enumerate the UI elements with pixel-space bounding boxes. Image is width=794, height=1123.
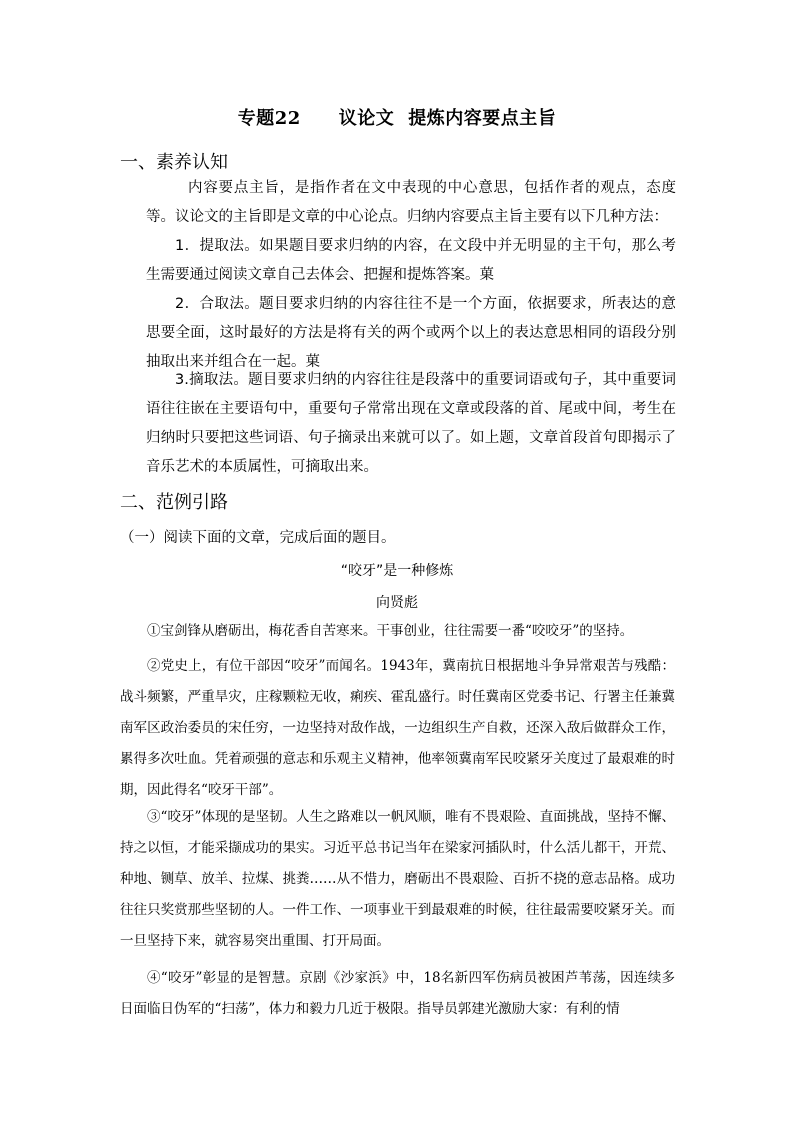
page-title xyxy=(0,104,794,130)
method-combine-paragraph: 2．合取法。题目要求归纳的内容往往不是一个方面，依据要求，所表达的意思要全面，这时最好的方法是将有关的两个或两个以上的表达意思相同的语段分别抽取出来并组合在一起。菓 xyxy=(146,296,676,370)
article-title: “咬牙”是一种修炼 xyxy=(340,563,454,579)
reading-instruction: （一）阅读下面的文章，完成后面的题目。 xyxy=(120,530,396,546)
article-paragraph-2: ②党史上，有位干部因“咬牙”而闻名。1943年，冀南抗日根据地斗争异常艰苦与残酷：战斗频繁，严重旱灾，庄稼颗粒无收，痢疾、霍乱盛行。时任冀南区党委书记、行署主任兼冀南军区政治委员的宋任穷，一边坚持对敌作战，一边组织生产自救，还深入敌后做群众工作，累得多次吐血。凭着顽强的意志和乐观主义精神，他率领冀南军民咬紧牙关度过了最艰难的时期，因此得名“咬牙干部”。 xyxy=(120,658,675,798)
article-paragraph-4: ④“咬牙”彰显的是智慧。京剧《沙家浜》中，18名新四军伤病员被困芦苇荡，因连续多日面临日伪军的“扫荡”，体力和毅力几近于极限。指导员郭建光激励大家：有利的情 xyxy=(120,970,675,1017)
article-author: 向贤彪 xyxy=(376,595,418,611)
title-genre: 议论文 xyxy=(338,108,395,129)
intro-paragraph: 内容要点主旨，是指作者在文中表现的中心意思，包括作者的观点，态度等。议论文的主旨即是文章的中心论点。归纳内容要点主旨主要有以下几种方法： xyxy=(146,180,676,225)
title-subject: 提炼内容要点主旨 xyxy=(408,108,557,129)
method-excerpt-paragraph: 3.摘取法。题目要求归纳的内容往往是段落中的重要词语或句子，其中重要词语往往嵌在主要语句中，重要句子常常出现在文章或段落的首、尾或中间，考生在归纳时只要把这些词语、句子摘录出来就可以了。如上题，文章首段首句即揭示了音乐艺术的本质属性，可摘取出来。 xyxy=(146,372,676,475)
article-paragraph-3: ③“咬牙”体现的是坚韧。人生之路难以一帆风顺，唯有不畏艰险、直面挑战，坚持不懈、持之以恒，才能采撷成功的果实。习近平总书记当年在梁家河插队时，什么活儿都干，开荒、种地、铡草、放羊、拉煤、挑粪……从不惜力，磨砺出不畏艰险、百折不挠的意志品格。成功往往只奖赏那些坚韧的人。一件工作、一项事业干到最艰难的时候，往往最需要咬紧牙关。而一旦坚持下来，就容易突出重围、打开局面。 xyxy=(120,809,675,949)
article-paragraph-1: ①宝剑锋从磨砺出，梅花香自苦寒来。干事创业，往往需要一番“咬咬牙”的坚持。 xyxy=(147,623,634,639)
title-topic-number: 专题22 xyxy=(237,108,301,129)
section-heading-literacy: 一、素养认知 xyxy=(120,152,228,173)
section-heading-examples: 二、范例引路 xyxy=(120,492,228,513)
method-extract-paragraph: 1．提取法。如果题目要求归纳的内容，在文段中并无明显的主干句，那么考生需要通过阅读文章自己去体会、把握和提炼答案。菓 xyxy=(146,238,676,283)
